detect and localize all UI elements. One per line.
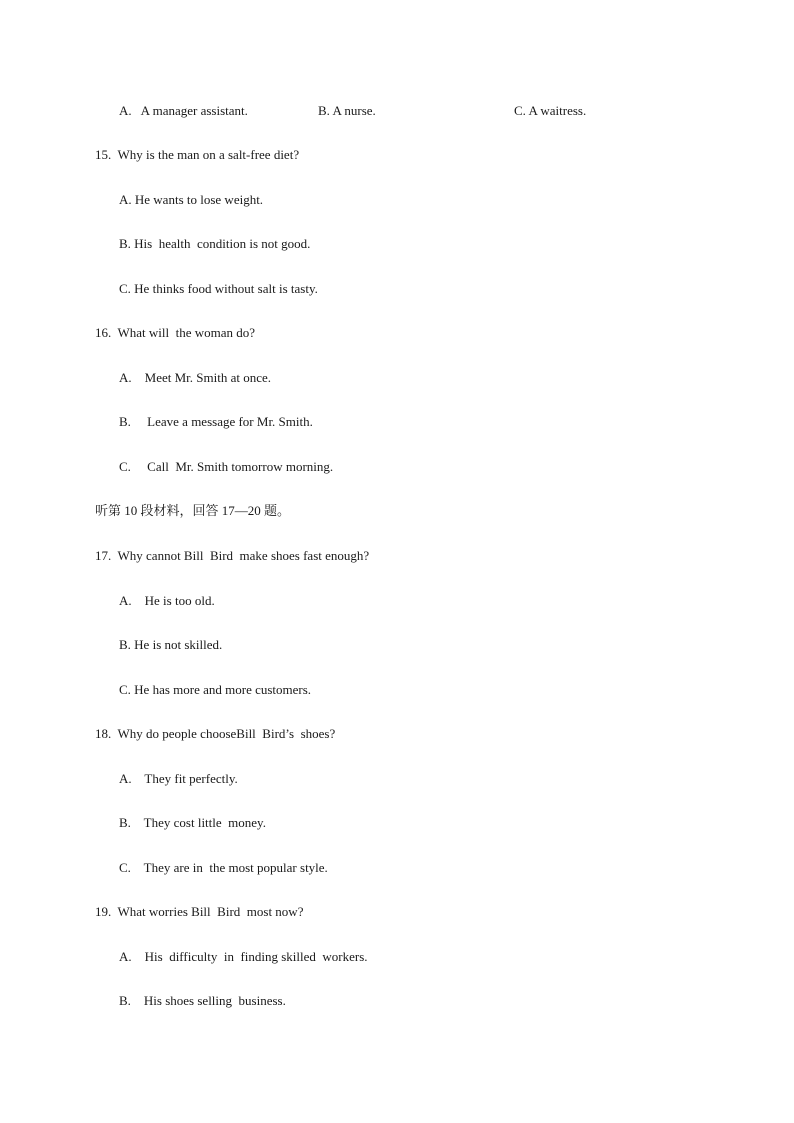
q17-option-a: A. He is too old. (119, 593, 215, 608)
q16-option-c: C. Call Mr. Smith tomorrow morning. (119, 459, 334, 474)
option-b: B. A nurse. (318, 103, 376, 118)
q19-option-b: B. His shoes selling business. (119, 993, 286, 1008)
option-a: A. A manager assistant. (119, 103, 248, 118)
q15-option-a: A. He wants to lose weight. (119, 192, 264, 207)
section-instruction: 听第 10 段材料，回答 17—20 题。 (95, 503, 291, 518)
q16-option-b: B. Leave a message for Mr. Smith. (119, 414, 313, 429)
q18-option-c: C. They are in the most popular style. (119, 860, 328, 875)
question-16: 16. What will the woman do? (95, 325, 256, 340)
q18-option-a: A. They fit perfectly. (119, 771, 238, 786)
q16-option-a: A. Meet Mr. Smith at once. (119, 370, 272, 385)
q18-option-b: B. They cost little money. (119, 815, 266, 830)
question-18: 18. Why do people chooseBill Bird’s shoes? (95, 726, 336, 741)
q17-option-b: B. He is not skilled. (119, 637, 223, 652)
q15-option-c: C. He thinks food without salt is tasty. (119, 281, 318, 296)
q19-option-a: A. His difficulty in finding skilled workers. (119, 949, 368, 964)
q15-option-b: B. His health condition is not good. (119, 236, 311, 251)
question-19: 19. What worries Bill Bird most now? (95, 904, 304, 919)
question-15: 15. Why is the man on a salt-free diet? (95, 147, 300, 162)
question-17: 17. Why cannot Bill Bird make shoes fast enough? (95, 548, 370, 563)
q17-option-c: C. He has more and more customers. (119, 682, 312, 697)
option-c: C. A waitress. (514, 103, 587, 118)
